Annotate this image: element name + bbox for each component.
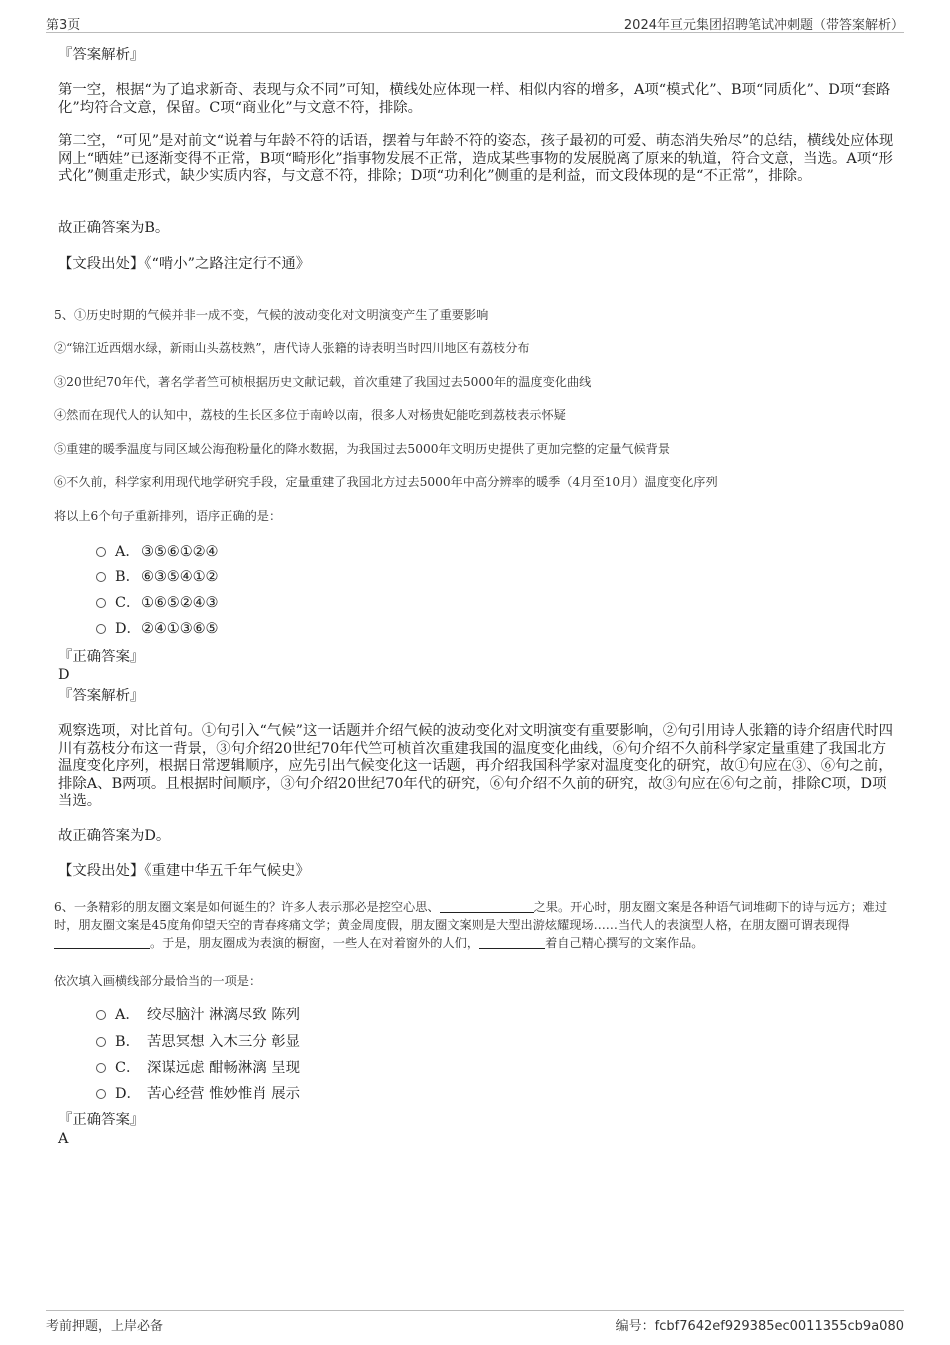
q6-option-c[interactable]: C． 深谋远虑 酣畅淋漓 呈现	[96, 1059, 300, 1077]
q5-source: 【文段出处】《重建中华五千年气候史》	[58, 863, 310, 879]
radio-icon[interactable]	[96, 547, 106, 557]
page-header	[46, 14, 904, 33]
radio-icon[interactable]	[96, 1089, 106, 1099]
q5-answer-title: 『正确答案』	[58, 649, 145, 665]
radio-icon[interactable]	[96, 598, 106, 608]
radio-icon[interactable]	[96, 572, 106, 582]
blank-1	[440, 900, 534, 913]
radio-icon[interactable]	[96, 624, 106, 634]
q6-question: 6、一条精彩的朋友圈文案是如何诞生的？许多人表示那必是挖空心思、 之果。开心时，朋友圈文案是各种语气词堆砌下的诗与远方；难过时，朋友圈文案是45度角仰望天空的青春疼痛文学；黄金周度假，朋友圈文案则是大型出游炫耀现场……当代人的表演型人格，在朋友圈可谓表现得。于是，朋友圈成为表演的橱窗，一些人在对着窗外的人们， 着自己精心撰写的文案作品。	[54, 900, 888, 950]
q5-option-c[interactable]: C．①⑥⑤②④③	[96, 594, 218, 612]
q5-sentence-3: ③20世纪70年代，著名学者竺可桢根据历史文献记载，首次重建了我国过去5000年的温度变化曲线	[54, 375, 592, 389]
q5-sentence-2: ②“锦江近西烟水绿，新雨山头荔枝熟”，唐代诗人张籍的诗表明当时四川地区有荔枝分布	[54, 341, 530, 355]
q5-answer: D	[58, 667, 70, 683]
analysis-title: 『答案解析』	[58, 47, 145, 63]
document-title: 2024年亘元集团招聘笔试冲刺题（带答案解析）	[623, 18, 904, 33]
q5-sentence-6: ⑥不久前，科学家利用现代地学研究手段，定量重建了我国北方过去5000年中高分辨率的暖季（4月至10月）温度变化序列	[54, 475, 718, 489]
q6-answer: A	[58, 1131, 69, 1147]
q5-analysis-title: 『答案解析』	[58, 688, 145, 704]
radio-icon[interactable]	[96, 1037, 106, 1047]
analysis-paragraph-2: 第二空，“可见”是对前文“说着与年龄不符的话语，摆着与年龄不符的姿态，孩子最初的可爱、萌态消失殆尽”的总结，横线处应体现网上“晒娃”已逐渐变得不正常，B项“畸形化”指事物发展不正常，造成某些事物的发展脱离了原来的轨道，符合文意，当选。A项“形式化”侧重走形式，缺少实质内容，与文意不符，排除；D项“功利化”侧重的是利益，而文段体现的是“不正常”，排除。	[58, 133, 894, 184]
q5-prompt: 将以上6个句子重新排列，语序正确的是：	[54, 509, 282, 523]
page-number: 第3页	[46, 18, 81, 33]
q5-option-d[interactable]: D．②④①③⑥⑤	[96, 620, 218, 638]
q5-sentence-5: ⑤重建的暖季温度与同区域公海孢粉量化的降水数据，为我国过去5000年文明历史提供了更加完整的定量气候背景	[54, 442, 671, 456]
q5-analysis: 观察选项，对比首句。①句引入“气候”这一话题并介绍气候的波动变化对文明演变有重要影响，②句引用诗人张籍的诗介绍唐代时四川有荔枝分布这一背景，③句介绍20世纪70年代竺可桢首次重建我国的温度变化曲线，⑥句介绍不久前科学家定量重建了我国北方温度变化序列，根据日常逻辑顺序，应先引出气候变化这一话题，再介绍我国科学家对温度变化的研究，故①句应在③、⑥句之前，排除A、B两项。且根据时间顺序，③句介绍20世纪70年代的研究，⑥句介绍不久前的研究，故③句应在⑥句之前，排除C项，D项当选。	[58, 723, 893, 809]
blank-3	[479, 936, 545, 949]
q6-option-a[interactable]: A． 绞尽脑汁 淋漓尽致 陈列	[96, 1006, 300, 1024]
source: 【文段出处】《“啃小”之路注定行不通》	[58, 256, 311, 272]
q5-sentence-1: 5、①历史时期的气候并非一成不变，气候的波动变化对文明演变产生了重要影响	[54, 308, 489, 322]
blank-2	[54, 936, 150, 949]
conclusion: 故正确答案为B。	[58, 220, 170, 236]
page-footer	[46, 1310, 904, 1334]
q5-option-a[interactable]: A．③⑤⑥①②④	[96, 543, 218, 561]
q5-option-b[interactable]: B．⑥③⑤④①②	[96, 568, 218, 586]
radio-icon[interactable]	[96, 1063, 106, 1073]
radio-icon[interactable]	[96, 1010, 106, 1020]
q5-conclusion: 故正确答案为D。	[58, 828, 171, 844]
q6-answer-title: 『正确答案』	[58, 1112, 145, 1128]
footer-slogan: 考前押题，上岸必备	[46, 1319, 164, 1334]
q6-option-d[interactable]: D． 苦心经营 惟妙惟肖 展示	[96, 1085, 300, 1103]
q6-option-b[interactable]: B． 苦思冥想 入木三分 彰显	[96, 1033, 300, 1051]
document-id: 编号：fcbf7642ef929385ec0011355cb9a080	[615, 1319, 904, 1334]
analysis-paragraph-1: 第一空，根据“为了追求新奇、表现与众不同”可知，横线处应体现一样、相似内容的增多，A项“模式化”、B项“同质化”、D项“套路化”均符合文意，保留。C项“商业化”与文意不符，排除。	[58, 82, 891, 116]
q5-sentence-4: ④然而在现代人的认知中，荔枝的生长区多位于南岭以南，很多人对杨贵妃能吃到荔枝表示怀疑	[54, 408, 566, 422]
q6-prompt: 依次填入画横线部分最恰当的一项是：	[54, 974, 262, 988]
